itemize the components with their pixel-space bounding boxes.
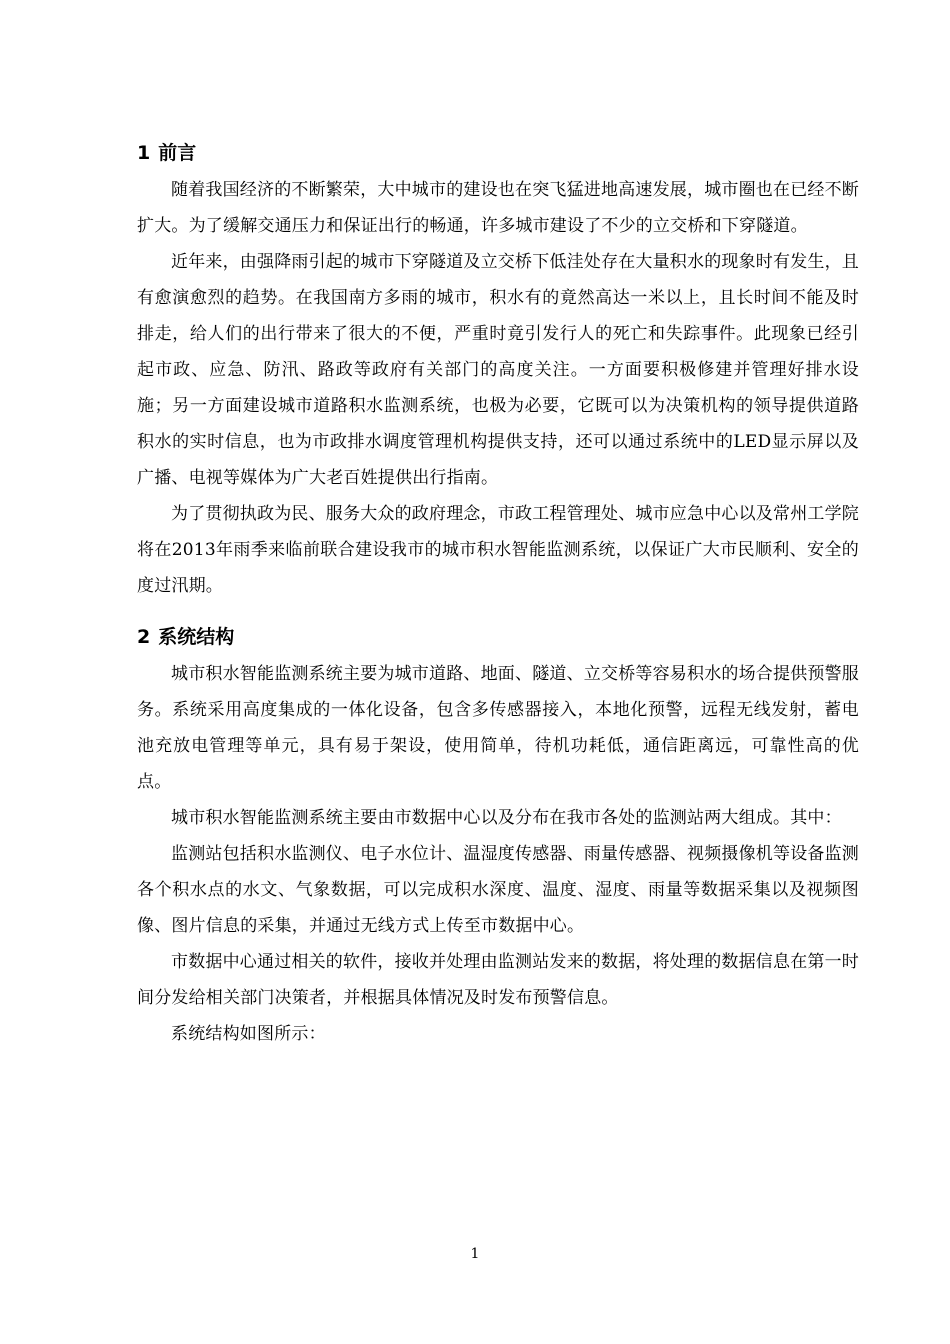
section-title: 系统结构 (158, 626, 235, 648)
paragraph: 监测站包括积水监测仪、电子水位计、温湿度传感器、雨量传感器、视频摄像机等设备监测各个积水点的水文、气象数据，可以完成积水深度、温度、湿度、雨量等数据采集以及视频图像、图片信息的采集，并通过无线方式上传至市数据中心。 (137, 844, 859, 936)
section-heading (137, 138, 859, 168)
section-number: 1 (137, 142, 151, 164)
page-content (137, 138, 859, 1052)
section-number: 2 (137, 626, 151, 648)
paragraph: 随着我国经济的不断繁荣，大中城市的建设也在突飞猛进地高速发展，城市圈也在已经不断扩大。为了缓解交通压力和保证出行的畅通，许多城市建设了不少的立交桥和下穿隧道。 (137, 180, 859, 236)
paragraph: 为了贯彻执政为民、服务大众的政府理念，市政工程管理处、城市应急中心以及常州工学院将在2013年雨季来临前联合建设我市的城市积水智能监测系统，以保证广大市民顺利、安全的度过汛期。 (137, 504, 859, 596)
paragraph: 城市积水智能监测系统主要由市数据中心以及分布在我市各处的监测站两大组成。其中： (171, 808, 842, 828)
section-system-structure (137, 622, 859, 1052)
paragraph: 近年来，由强降雨引起的城市下穿隧道及立交桥下低洼处存在大量积水的现象时有发生，且有愈演愈烈的趋势。在我国南方多雨的城市，积水有的竟然高达一米以上，且长时间不能及时排走，给人们的出行带来了很大的不便，严重时竟引发行人的死亡和失踪事件。此现象已经引起市政、应急、防汛、路政等政府有关部门的高度关注。一方面要积极修建并管理好排水设施；另一方面建设城市道路积水监测系统，也极为必要，它既可以为决策机构的领导提供道路积水的实时信息，也为市政排水调度管理机构提供支持，还可以通过系统中的LED显示屏以及广播、电视等媒体为广大老百姓提供出行指南。 (137, 252, 859, 488)
paragraph: 系统结构如图所示： (171, 1024, 326, 1044)
section-introduction (137, 138, 859, 604)
paragraph: 城市积水智能监测系统主要为城市道路、地面、隧道、立交桥等容易积水的场合提供预警服务。系统采用高度集成的一体化设备，包含多传感器接入，本地化预警，远程无线发射，蓄电池充放电管理等单元，具有易于架设，使用简单，待机功耗低，通信距离远，可靠性高的优点。 (137, 664, 859, 792)
page-number: 1 (470, 1246, 480, 1262)
paragraph: 市数据中心通过相关的软件，接收并处理由监测站发来的数据，将处理的数据信息在第一时间分发给相关部门决策者，并根据具体情况及时发布预警信息。 (137, 952, 859, 1008)
section-heading (137, 622, 859, 652)
section-title: 前言 (158, 142, 197, 164)
